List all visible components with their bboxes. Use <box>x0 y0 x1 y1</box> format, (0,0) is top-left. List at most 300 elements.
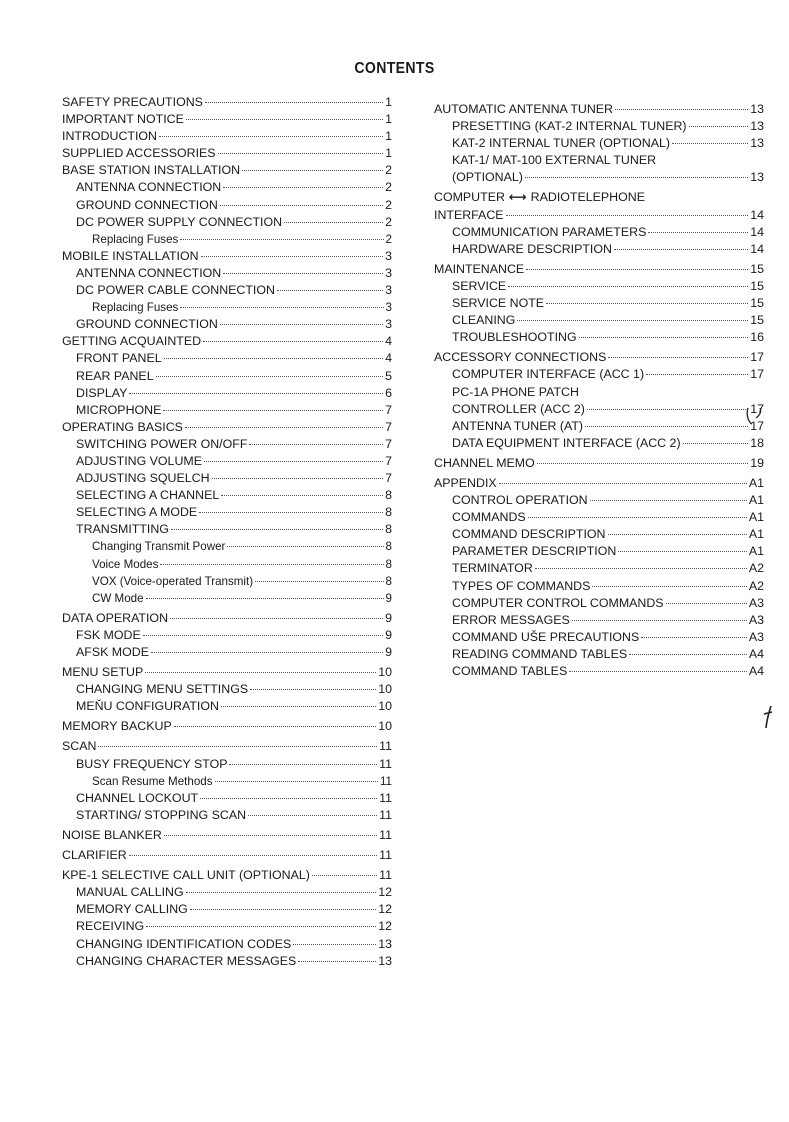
dot-leader <box>535 568 747 569</box>
toc-entry <box>434 207 764 224</box>
toc-entry-label: COMMANDS <box>452 510 526 525</box>
toc-entry-page: 9 <box>385 610 392 625</box>
toc-entry <box>434 595 764 612</box>
dot-leader <box>199 512 383 513</box>
toc-entry-page: 17 <box>750 367 764 382</box>
toc-entry-page: 15 <box>750 296 764 311</box>
dot-leader <box>143 635 383 636</box>
toc-entry-page: 14 <box>750 241 764 256</box>
toc-entry <box>62 790 392 807</box>
toc-entry <box>62 419 392 436</box>
toc-entry <box>62 162 392 179</box>
toc-entry <box>434 435 764 452</box>
dot-leader <box>205 102 383 103</box>
dot-leader <box>223 273 383 274</box>
toc-right-column <box>434 101 764 680</box>
dot-leader <box>220 205 383 206</box>
toc-entry-label: INTRODUCTION <box>62 129 157 144</box>
dot-leader <box>277 290 383 291</box>
toc-entry <box>62 918 392 935</box>
toc-entry-page: A2 <box>748 578 764 593</box>
toc-entry-page: 10 <box>378 699 392 714</box>
toc-entry-label: BUSY FREQUENCY STOP <box>76 756 228 771</box>
toc-entry-page: 11 <box>379 807 392 822</box>
toc-entry-page: 9 <box>385 645 392 659</box>
toc-entry <box>62 504 392 521</box>
toc-entry <box>434 241 764 258</box>
dot-leader <box>229 764 377 765</box>
toc-entry-label: SELECTING A MODE <box>76 505 198 520</box>
toc-entry-label: VOX (Voice-operated Transmit) <box>92 574 254 588</box>
toc-entry-label: SUPPLIED ACCESSORIES <box>62 146 216 161</box>
toc-entry-label: SELECTING A CHANNEL <box>76 488 220 503</box>
toc-entry <box>62 590 392 607</box>
toc-entry <box>62 610 392 627</box>
dot-leader <box>145 672 376 673</box>
toc-entry-page: 3 <box>385 301 392 315</box>
toc-entry-label: AFSK MODE <box>76 645 149 659</box>
toc-entry-page: 13 <box>750 102 764 116</box>
dot-leader <box>164 358 383 359</box>
toc-entry-page: 8 <box>385 574 392 588</box>
toc-entry-page: 7 <box>385 402 392 417</box>
toc-entry <box>434 101 764 118</box>
toc-entry-page: 13 <box>378 953 392 968</box>
toc-entry-label: STARTING/ STOPPING SCAN <box>76 807 247 822</box>
toc-entry-page: 11 <box>379 774 392 788</box>
dot-leader <box>249 444 383 445</box>
toc-entry-label: CLEANING <box>452 313 516 328</box>
toc-entry-label: CHANNEL MEMO <box>434 455 535 470</box>
toc-entry <box>62 698 392 715</box>
toc-entry-label: ANTENNA TUNER (AT) <box>452 418 584 433</box>
toc-entry <box>62 644 392 661</box>
toc-entry-page: A1 <box>748 510 764 525</box>
toc-entry-page: 2 <box>385 232 392 246</box>
toc-entry-label: COMPUTER <box>434 190 505 205</box>
toc-entry-label: Voice Modes <box>92 557 159 571</box>
toc-entry-label: RADIOTELEPHONE <box>530 190 645 205</box>
toc-entry-label: DC POWER SUPPLY CONNECTION <box>76 214 283 229</box>
toc-entry-page: 7 <box>385 419 392 434</box>
toc-entry-label: COMMAND TABLES <box>452 664 568 678</box>
toc-entry <box>434 418 764 435</box>
dot-leader <box>255 581 383 582</box>
toc-entry-page: 2 <box>385 197 392 212</box>
toc-entry-label: TRANSMITTING <box>76 522 169 537</box>
toc-entry-page: A3 <box>748 612 764 627</box>
toc-entry-label: COMMAND DESCRIPTION <box>452 527 606 542</box>
toc-entry-page: 15 <box>750 261 764 276</box>
toc-entry-page: 1 <box>385 112 392 127</box>
dot-leader <box>506 215 749 216</box>
toc-entry <box>434 455 764 472</box>
toc-entry <box>62 681 392 698</box>
toc-entry-label: CHANGING IDENTIFICATION CODES <box>76 936 292 951</box>
toc-entry-label: ANTENNA CONNECTION <box>76 265 222 280</box>
toc-entry <box>62 470 392 487</box>
toc-entry <box>62 538 392 555</box>
dot-leader <box>646 374 748 375</box>
dot-leader <box>242 170 383 171</box>
dot-leader <box>592 586 746 587</box>
toc-entry-page: 8 <box>385 557 392 571</box>
dot-leader <box>508 286 748 287</box>
dot-leader <box>312 875 377 876</box>
toc-entry-label: READING COMMAND TABLES <box>452 646 628 661</box>
dot-leader <box>250 689 376 690</box>
dot-leader <box>517 320 748 321</box>
toc-entry <box>434 526 764 543</box>
dot-leader <box>220 324 383 325</box>
toc-entry-label: COMPUTER INTERFACE (ACC 1) <box>452 367 645 382</box>
toc-entry <box>62 265 392 282</box>
toc-entry-page: 17 <box>750 418 764 433</box>
toc-entry-page: 3 <box>385 317 392 332</box>
toc-entry-page: A1 <box>748 493 764 508</box>
toc-entry-page: A1 <box>748 544 764 559</box>
dot-leader <box>284 222 383 223</box>
dot-leader <box>608 534 747 535</box>
toc-entry-label: Changing Transmit Power <box>92 540 226 554</box>
toc-entry-label: ACCESSORY CONNECTIONS <box>434 350 607 365</box>
toc-entry-page: 4 <box>385 351 392 366</box>
toc-entry-page: 12 <box>378 885 392 900</box>
toc-entry <box>62 94 392 111</box>
toc-entry-page: 11 <box>379 827 392 842</box>
toc-entry <box>434 560 764 577</box>
dot-leader <box>608 357 748 358</box>
toc-entry <box>434 349 764 366</box>
toc-entry-page: 7 <box>385 453 392 468</box>
dot-leader <box>171 529 383 530</box>
toc-entry <box>62 385 392 402</box>
dot-leader <box>499 483 747 484</box>
dot-leader <box>585 426 748 427</box>
toc-entry <box>434 312 764 329</box>
toc-entry <box>434 543 764 560</box>
toc-entry <box>434 224 764 241</box>
toc-entry-label: COMMAND UŠE PRECAUTIONS <box>452 629 640 644</box>
toc-entry-page: 7 <box>385 471 392 486</box>
toc-entry <box>62 436 392 453</box>
toc-entry-label: MANUAL CALLING <box>76 885 184 900</box>
toc-entry-page: 10 <box>378 682 392 697</box>
dot-leader <box>201 256 384 257</box>
toc-entry-label: ADJUSTING VOLUME <box>76 453 202 468</box>
toc-entry-label: RECEIVING <box>76 919 145 934</box>
toc-entry-label: DC POWER CABLE CONNECTION <box>76 283 275 298</box>
toc-entry-page: 16 <box>750 330 764 345</box>
dot-leader <box>298 961 376 962</box>
toc-entry-label: DATA OPERATION <box>62 610 169 625</box>
toc-entry-page: 3 <box>385 248 392 263</box>
toc-entry-page: 8 <box>385 505 392 520</box>
toc-entry <box>62 847 392 864</box>
dot-leader <box>151 652 383 653</box>
toc-entry-label: SERVICE <box>452 278 507 293</box>
toc-entry-page: 11 <box>379 848 392 863</box>
toc-entry <box>434 366 764 383</box>
dot-leader <box>618 551 747 552</box>
toc-entry-page: A4 <box>748 646 764 661</box>
dot-leader <box>221 706 376 707</box>
toc-entry <box>62 936 392 953</box>
dot-leader <box>186 892 377 893</box>
toc-entry-page: 11 <box>379 868 392 883</box>
dot-leader <box>218 153 384 154</box>
toc-entry-page: 3 <box>385 283 392 298</box>
toc-entry <box>62 299 392 316</box>
dot-leader <box>641 637 747 638</box>
toc-entry-page: 12 <box>378 919 392 934</box>
dot-leader <box>180 239 383 240</box>
dot-leader <box>180 307 383 308</box>
toc-entry-label: GROUND CONNECTION <box>76 197 218 212</box>
toc-entry-label: SWITCHING POWER ON/OFF <box>76 436 248 451</box>
toc-entry-page: 4 <box>385 334 392 349</box>
dot-leader <box>293 944 376 945</box>
toc-entry-label: NOISE BLANKER <box>62 827 162 842</box>
toc-entry-label: GROUND CONNECTION <box>76 317 218 332</box>
toc-entry-page: 2 <box>385 180 392 195</box>
toc-entry-page: 15 <box>750 278 764 293</box>
toc-entry-page: 10 <box>378 665 392 680</box>
dot-leader <box>170 618 383 619</box>
dot-leader <box>223 187 383 188</box>
toc-entry <box>434 329 764 346</box>
toc-entry-label: PRESETTING (KAT-2 INTERNAL TUNER) <box>452 119 687 134</box>
toc-entry-label: COMPUTER CONTROL COMMANDS <box>452 595 664 610</box>
dot-leader <box>203 341 383 342</box>
toc-entry <box>434 278 764 295</box>
toc-entry <box>62 402 392 419</box>
dot-leader <box>185 427 383 428</box>
toc-entry-page: 11 <box>379 790 392 805</box>
toc-entry <box>62 953 392 970</box>
toc-entry-label: CLARIFIER <box>62 848 127 863</box>
toc-entry-label: ERROR MESSAGES <box>452 612 570 627</box>
pen-mark-icon <box>760 704 776 730</box>
toc-entry <box>434 261 764 278</box>
toc-entry-label: MEMORY CALLING <box>76 902 188 917</box>
toc-entry <box>62 627 392 644</box>
toc-entry <box>62 901 392 918</box>
toc-entry <box>62 214 392 231</box>
toc-entry <box>62 487 392 504</box>
double-arrow-icon: ⟷ <box>508 190 527 205</box>
dot-leader <box>156 376 384 377</box>
toc-entry <box>62 556 392 573</box>
toc-entry <box>434 189 764 206</box>
toc-entry-label: COMMUNICATION PARAMETERS <box>452 224 647 239</box>
toc-entry <box>62 350 392 367</box>
toc-entry-label: Scan Resume Methods <box>92 774 213 788</box>
toc-entry-label: FSK MODE <box>76 627 141 642</box>
toc-entry-label: MEŇU CONFIGURATION <box>76 699 219 714</box>
toc-entry-label: KPE-1 SELECTIVE CALL UNIT (OPTIONAL) <box>62 868 310 883</box>
toc-entry-label: (OPTIONAL) <box>452 170 523 185</box>
toc-entry-label: IMPORTANT NOTICE <box>62 112 184 127</box>
toc-entry-page: 1 <box>385 95 392 109</box>
toc-entry <box>434 152 764 169</box>
toc-entry-label: MICROPHONE <box>76 402 162 417</box>
toc-entry-label: TYPES OF COMMANDS <box>452 578 591 593</box>
dot-leader <box>212 478 384 479</box>
toc-entry-label: Replacing Fuses <box>92 232 179 246</box>
toc-entry-page: 14 <box>750 224 764 239</box>
toc-entry <box>62 333 392 350</box>
toc-entry-label: SERVICE NOTE <box>452 296 545 311</box>
toc-entry-page: A3 <box>748 629 764 644</box>
toc-entry <box>62 773 392 790</box>
dot-leader <box>614 249 748 250</box>
dot-leader <box>221 495 383 496</box>
toc-entry <box>62 316 392 333</box>
toc-entry <box>434 401 764 418</box>
dot-leader <box>164 835 377 836</box>
toc-entry-label: DATA EQUIPMENT INTERFACE (ACC 2) <box>452 435 681 450</box>
page-title: CONTENTS <box>354 60 435 77</box>
dot-leader <box>666 603 747 604</box>
toc-entry-page: A4 <box>748 664 764 678</box>
toc-entry <box>434 629 764 646</box>
toc-entry-page: 8 <box>385 522 392 537</box>
toc-entry-label: SCAN <box>62 739 97 754</box>
toc-entry-page: A1 <box>748 475 764 490</box>
dot-leader <box>587 409 748 410</box>
dot-leader <box>129 393 383 394</box>
dot-leader <box>160 564 383 565</box>
dot-leader <box>146 598 384 599</box>
toc-entry-page: 6 <box>385 385 392 400</box>
toc-entry-label: ADJUSTING SQUELCH <box>76 471 210 486</box>
toc-entry-label: AUTOMATIC ANTENNA TUNER <box>434 102 613 116</box>
toc-entry-label: Replacing Fuses <box>92 301 179 315</box>
toc-entry-page: 8 <box>385 488 392 503</box>
toc-entry-label: MEMORY BACKUP <box>62 719 172 734</box>
dot-leader <box>569 671 747 672</box>
toc-entry-page: 10 <box>378 719 392 734</box>
dot-leader <box>215 781 378 782</box>
toc-entry-label: KAT-1/ MAT-100 EXTERNAL TUNER <box>452 153 657 168</box>
toc-entry-label: CW Mode <box>92 591 144 605</box>
toc-entry <box>62 738 392 755</box>
toc-entry-page: 1 <box>385 146 392 161</box>
toc-entry <box>62 664 392 681</box>
toc-entry-label: TERMINATOR <box>452 561 533 576</box>
toc-entry <box>434 578 764 595</box>
dot-leader <box>159 136 383 137</box>
dot-leader <box>615 109 748 110</box>
toc-left-column <box>62 94 392 970</box>
toc-entry-label: CHANGING MENU SETTINGS <box>76 682 249 697</box>
toc-entry <box>434 646 764 663</box>
toc-entry-page: 17 <box>750 401 764 416</box>
toc-entry <box>434 612 764 629</box>
toc-entry-label: MOBILE INSTALLATION <box>62 248 199 263</box>
toc-entry <box>62 145 392 162</box>
toc-entry-page: 15 <box>750 313 764 328</box>
toc-entry <box>434 135 764 152</box>
toc-entry-page: 8 <box>385 540 392 554</box>
dot-leader <box>672 143 748 144</box>
toc-entry-page: A3 <box>748 595 764 610</box>
toc-entry-label: PC-1A PHONE PATCH <box>452 384 579 399</box>
toc-entry <box>62 248 392 265</box>
toc-entry-label: APPENDIX <box>434 475 497 490</box>
dot-leader <box>537 463 748 464</box>
dot-leader <box>689 126 749 127</box>
toc-entry <box>62 282 392 299</box>
dot-leader <box>525 177 748 178</box>
toc-entry-page: A2 <box>748 561 764 576</box>
toc-entry <box>434 118 764 135</box>
toc-entry-label: CONTROLLER (ACC 2) <box>452 401 585 416</box>
toc-entry-page: 2 <box>385 163 392 178</box>
toc-entry-page: 3 <box>385 265 392 280</box>
toc-entry-label: MAINTENANCE <box>434 261 525 276</box>
dot-leader <box>186 119 383 120</box>
toc-entry-page: 12 <box>378 902 392 917</box>
dot-leader <box>528 517 747 518</box>
dot-leader <box>590 500 747 501</box>
toc-entry-label: KAT-2 INTERNAL TUNER (OPTIONAL) <box>452 136 671 151</box>
pen-mark-icon <box>744 404 766 428</box>
toc-entry <box>62 111 392 128</box>
toc-entry-page: 1 <box>385 129 392 144</box>
toc-entry <box>62 867 392 884</box>
toc-entry-page: 9 <box>385 627 392 642</box>
toc-entry <box>62 573 392 590</box>
dot-leader <box>546 303 748 304</box>
toc-entry <box>62 884 392 901</box>
toc-entry-page: 18 <box>750 435 764 450</box>
toc-entry-label: CHANGING CHARACTER MESSAGES <box>76 953 297 968</box>
toc-entry <box>434 295 764 312</box>
toc-entry-page: 7 <box>385 436 392 451</box>
toc-entry <box>434 475 764 492</box>
toc-entry <box>62 453 392 470</box>
toc-entry-label: GETTING ACQUAINTED <box>62 334 202 349</box>
toc-entry-page: 11 <box>379 756 392 771</box>
toc-entry-label: PARAMETER DESCRIPTION <box>452 544 617 559</box>
dot-leader <box>129 855 377 856</box>
toc-entry-page: 2 <box>385 214 392 229</box>
toc-entry <box>62 231 392 248</box>
toc-entry-label: DISPLAY <box>76 385 128 400</box>
toc-entry <box>62 827 392 844</box>
dot-leader <box>227 546 383 547</box>
toc-entry-page: 9 <box>385 591 392 605</box>
toc-entry-label: TROUBLESHOOTING <box>452 330 577 345</box>
toc-entry <box>62 521 392 538</box>
toc-entry-page: 13 <box>750 170 764 185</box>
toc-entry <box>434 492 764 509</box>
toc-entry <box>434 509 764 526</box>
toc-entry <box>434 663 764 680</box>
toc-entry <box>62 756 392 773</box>
dot-leader <box>204 461 383 462</box>
toc-entry <box>62 368 392 385</box>
toc-entry <box>62 807 392 824</box>
dot-leader <box>579 337 749 338</box>
dot-leader <box>174 726 376 727</box>
dot-leader <box>629 654 747 655</box>
toc-entry-label: CHANNEL LOCKOUT <box>76 790 199 805</box>
toc-entry-label: MENU SETUP <box>62 665 144 680</box>
toc-entry-label: ANTENNA CONNECTION <box>76 180 222 195</box>
